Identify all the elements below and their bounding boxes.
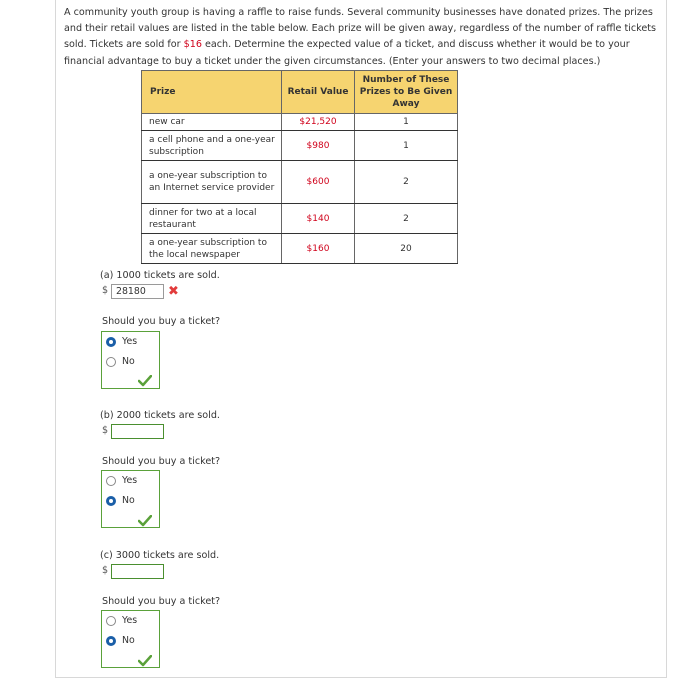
incorrect-x-icon: ✖ [168,284,179,299]
correct-check-icon [138,375,152,387]
count-cell: 2 [355,161,458,204]
table-row [142,161,458,204]
value-cell: $140 [282,204,355,234]
prize-cell: a cell phone and a one-year subscription [142,131,282,161]
prize-cell: dinner for two at a local restaurant [142,204,282,234]
table-row [142,204,458,234]
prize-cell: a one-year subscription to an Internet service provider [142,161,282,204]
correct-check-icon [138,515,152,527]
part-a-no-radio[interactable] [106,357,116,367]
part-b-currency: $ [102,425,109,436]
part-c-answer-input[interactable] [111,564,164,579]
correct-check-icon [138,655,152,667]
part-c-label: (c) 3000 tickets are sold. [100,550,220,561]
prize-table [141,70,458,264]
intro-text: A community youth group is having a raffle to raise funds. Several community businesses have donated prizes. The prizes and their retail values are listed in the table below. Each prize will be given away, regardless of the number of raffle tickets sold. Tickets are sold for [64,7,657,51]
value-cell: $600 [282,161,355,204]
part-b-no-label[interactable]: No [122,495,135,506]
intro-text-end: each. Determine the expected value of a ticket, and discuss whether it would be to your financial advantage to buy a ticket under the given circumstances. (Enter your answers to two decimal places.) [64,39,630,67]
part-a-answer-input[interactable]: 28180 [111,284,164,299]
part-b-label: (b) 2000 tickets are sold. [100,410,220,421]
part-a-yes-radio[interactable] [106,337,116,347]
part-c-yes-label[interactable]: Yes [122,615,138,626]
part-c-yes-radio[interactable] [106,616,116,626]
prize-cell: new car [142,114,282,131]
value-cell: $980 [282,131,355,161]
header-count: Number of These Prizes to Be Given Away [355,71,458,114]
part-b-answer-input[interactable] [111,424,164,439]
count-cell: 1 [355,114,458,131]
part-a-label: (a) 1000 tickets are sold. [100,270,220,281]
table-header-row [142,71,458,114]
value-cell: $160 [282,234,355,264]
prize-cell: a one-year subscription to the local newspaper [142,234,282,264]
header-prize: Prize [142,71,282,114]
part-a-choice-group [101,331,160,389]
part-c-no-radio[interactable] [106,636,116,646]
part-a-currency: $ [102,285,109,296]
part-a-no-label[interactable]: No [122,356,135,367]
part-c-currency: $ [102,565,109,576]
part-b-choice-group [101,470,160,528]
count-cell: 1 [355,131,458,161]
part-a-question: Should you buy a ticket? [102,316,221,327]
part-c-choice-group [101,610,160,668]
value-cell: $21,520 [282,114,355,131]
table-row [142,234,458,264]
header-retail-value: Retail Value [282,71,355,114]
part-b-yes-label[interactable]: Yes [122,475,138,486]
part-c-no-label[interactable]: No [122,635,135,646]
problem-statement [64,5,668,70]
part-b-question: Should you buy a ticket? [102,456,221,467]
part-b-no-radio[interactable] [106,496,116,506]
ticket-price: $16 [183,39,202,51]
table-row [142,114,458,131]
part-c-question: Should you buy a ticket? [102,596,221,607]
table-row [142,131,458,161]
part-a-yes-label[interactable]: Yes [122,336,138,347]
count-cell: 20 [355,234,458,264]
part-b-yes-radio[interactable] [106,476,116,486]
count-cell: 2 [355,204,458,234]
